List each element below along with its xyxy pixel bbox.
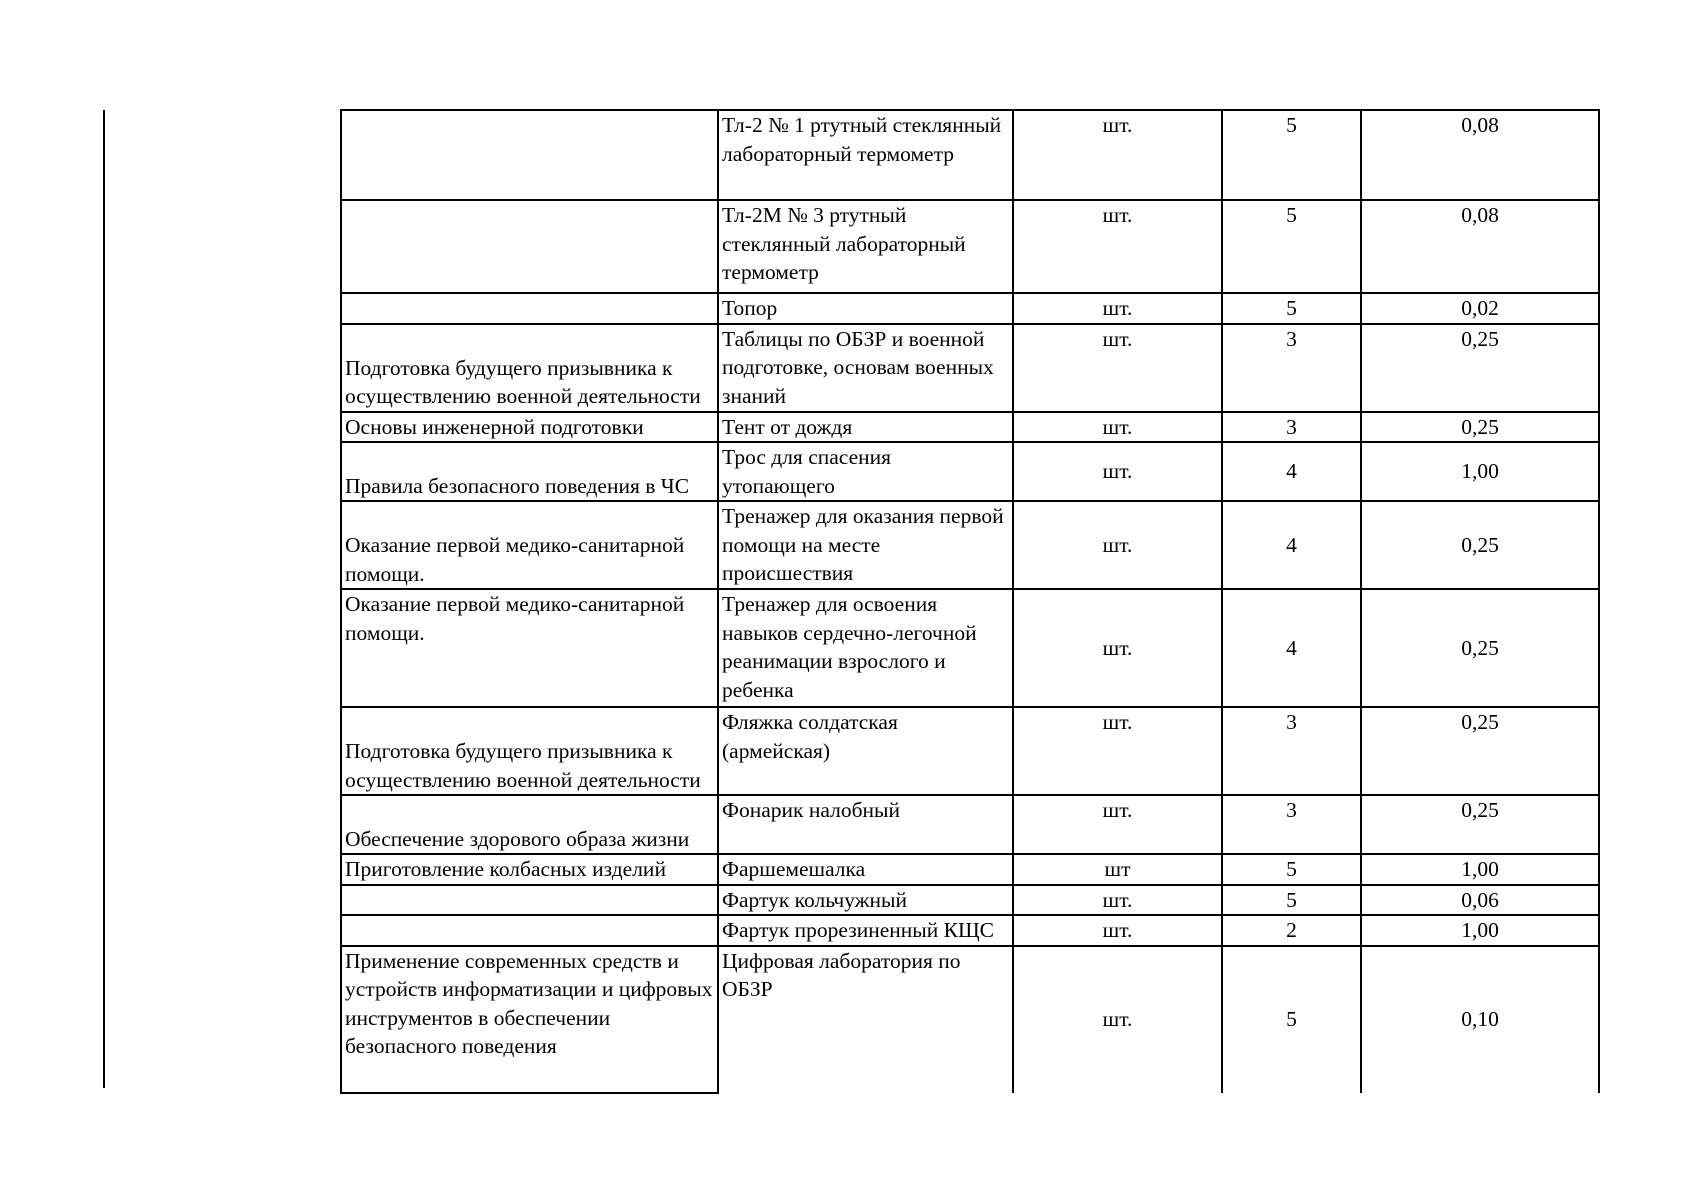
- topic-cell: [341, 200, 718, 293]
- topic-cell: [341, 885, 718, 916]
- topic-cell: Приготовление колбасных изделий: [341, 854, 718, 885]
- qty-cell: 3: [1222, 324, 1361, 412]
- topic-cell: [341, 293, 718, 324]
- norm-cell: 0,25: [1361, 324, 1599, 412]
- table-row: [341, 707, 1599, 795]
- left-margin-line: [103, 110, 105, 1088]
- item-cell: Тренажер для освоения навыков сердечно-легочной реанимации взрослого и ребенка: [718, 589, 1013, 707]
- unit-cell: шт.: [1013, 324, 1222, 412]
- norm-cell: 0,06: [1361, 885, 1599, 916]
- topic-cell: [341, 915, 718, 946]
- topic-cell: [341, 110, 718, 200]
- unit-cell: шт.: [1013, 501, 1222, 589]
- table-row: [341, 110, 1599, 200]
- topic-cell: Оказание первой медико-санитарной помощи.: [341, 501, 718, 589]
- item-cell: Фартук кольчужный: [718, 885, 1013, 916]
- table-row: [341, 915, 1599, 946]
- unit-cell: шт.: [1013, 707, 1222, 795]
- norm-cell: 0,08: [1361, 200, 1599, 293]
- qty-cell: 4: [1222, 442, 1361, 501]
- unit-cell: шт.: [1013, 293, 1222, 324]
- unit-cell: шт: [1013, 854, 1222, 885]
- item-cell: Цифровая лаборатория по ОБЗР: [718, 946, 1013, 1093]
- unit-cell: шт.: [1013, 110, 1222, 200]
- unit-cell: шт.: [1013, 795, 1222, 854]
- unit-cell: шт.: [1013, 412, 1222, 443]
- item-cell: Таблицы по ОБЗР и военной подготовке, основам военных знаний: [718, 324, 1013, 412]
- norm-cell: 0,25: [1361, 707, 1599, 795]
- qty-cell: 5: [1222, 946, 1361, 1093]
- table-row: [341, 795, 1599, 854]
- qty-cell: 3: [1222, 707, 1361, 795]
- topic-cell: Правила безопасного поведения в ЧС: [341, 442, 718, 501]
- qty-cell: 3: [1222, 412, 1361, 443]
- norm-cell: 0,10: [1361, 946, 1599, 1093]
- norm-cell: 1,00: [1361, 915, 1599, 946]
- unit-cell: шт.: [1013, 589, 1222, 707]
- qty-cell: 4: [1222, 501, 1361, 589]
- unit-cell: шт.: [1013, 200, 1222, 293]
- qty-cell: 5: [1222, 854, 1361, 885]
- qty-cell: 5: [1222, 110, 1361, 200]
- unit-cell: шт.: [1013, 885, 1222, 916]
- topic-cell: Оказание первой медико-санитарной помощи.: [341, 589, 718, 707]
- qty-cell: 5: [1222, 200, 1361, 293]
- table-row: [341, 854, 1599, 885]
- table-row: [341, 589, 1599, 707]
- norm-cell: 0,02: [1361, 293, 1599, 324]
- qty-cell: 5: [1222, 885, 1361, 916]
- table-row: [341, 946, 1599, 1093]
- table-row: [341, 442, 1599, 501]
- table-row: [341, 324, 1599, 412]
- norm-cell: 0,08: [1361, 110, 1599, 200]
- norm-cell: 0,25: [1361, 589, 1599, 707]
- topic-cell: Применение современных средств и устройств информатизации и цифровых инструментов в обеспечении безопасного поведения: [341, 946, 718, 1093]
- unit-cell: шт.: [1013, 442, 1222, 501]
- item-cell: Фонарик налобный: [718, 795, 1013, 854]
- qty-cell: 3: [1222, 795, 1361, 854]
- item-cell: Фаршемешалка: [718, 854, 1013, 885]
- unit-cell: шт.: [1013, 946, 1222, 1093]
- norm-cell: 1,00: [1361, 854, 1599, 885]
- norm-cell: 0,25: [1361, 795, 1599, 854]
- table-row: [341, 412, 1599, 443]
- item-cell: Тренажер для оказания первой помощи на месте происшествия: [718, 501, 1013, 589]
- item-cell: Топор: [718, 293, 1013, 324]
- topic-cell: Обеспечение здорового образа жизни: [341, 795, 718, 854]
- item-cell: Тл-2М № 3 ртутный стеклянный лабораторный термометр: [718, 200, 1013, 293]
- norm-cell: 0,25: [1361, 412, 1599, 443]
- equipment-table: [340, 109, 1600, 1094]
- norm-cell: 0,25: [1361, 501, 1599, 589]
- topic-cell: Подготовка будущего призывника к осуществлению военной деятельности: [341, 324, 718, 412]
- item-cell: Фартук прорезиненный КЩС: [718, 915, 1013, 946]
- item-cell: Фляжка солдатская (армейская): [718, 707, 1013, 795]
- item-cell: Тл-2 № 1 ртутный стеклянный лабораторный термометр: [718, 110, 1013, 200]
- qty-cell: 4: [1222, 589, 1361, 707]
- table-row: [341, 501, 1599, 589]
- topic-cell: Подготовка будущего призывника к осуществлению военной деятельности: [341, 707, 718, 795]
- unit-cell: шт.: [1013, 915, 1222, 946]
- table-row: [341, 885, 1599, 916]
- item-cell: Тент от дождя: [718, 412, 1013, 443]
- table-row: [341, 293, 1599, 324]
- norm-cell: 1,00: [1361, 442, 1599, 501]
- qty-cell: 2: [1222, 915, 1361, 946]
- topic-cell: Основы инженерной подготовки: [341, 412, 718, 443]
- item-cell: Трос для спасения утопающего: [718, 442, 1013, 501]
- table-row: [341, 200, 1599, 293]
- qty-cell: 5: [1222, 293, 1361, 324]
